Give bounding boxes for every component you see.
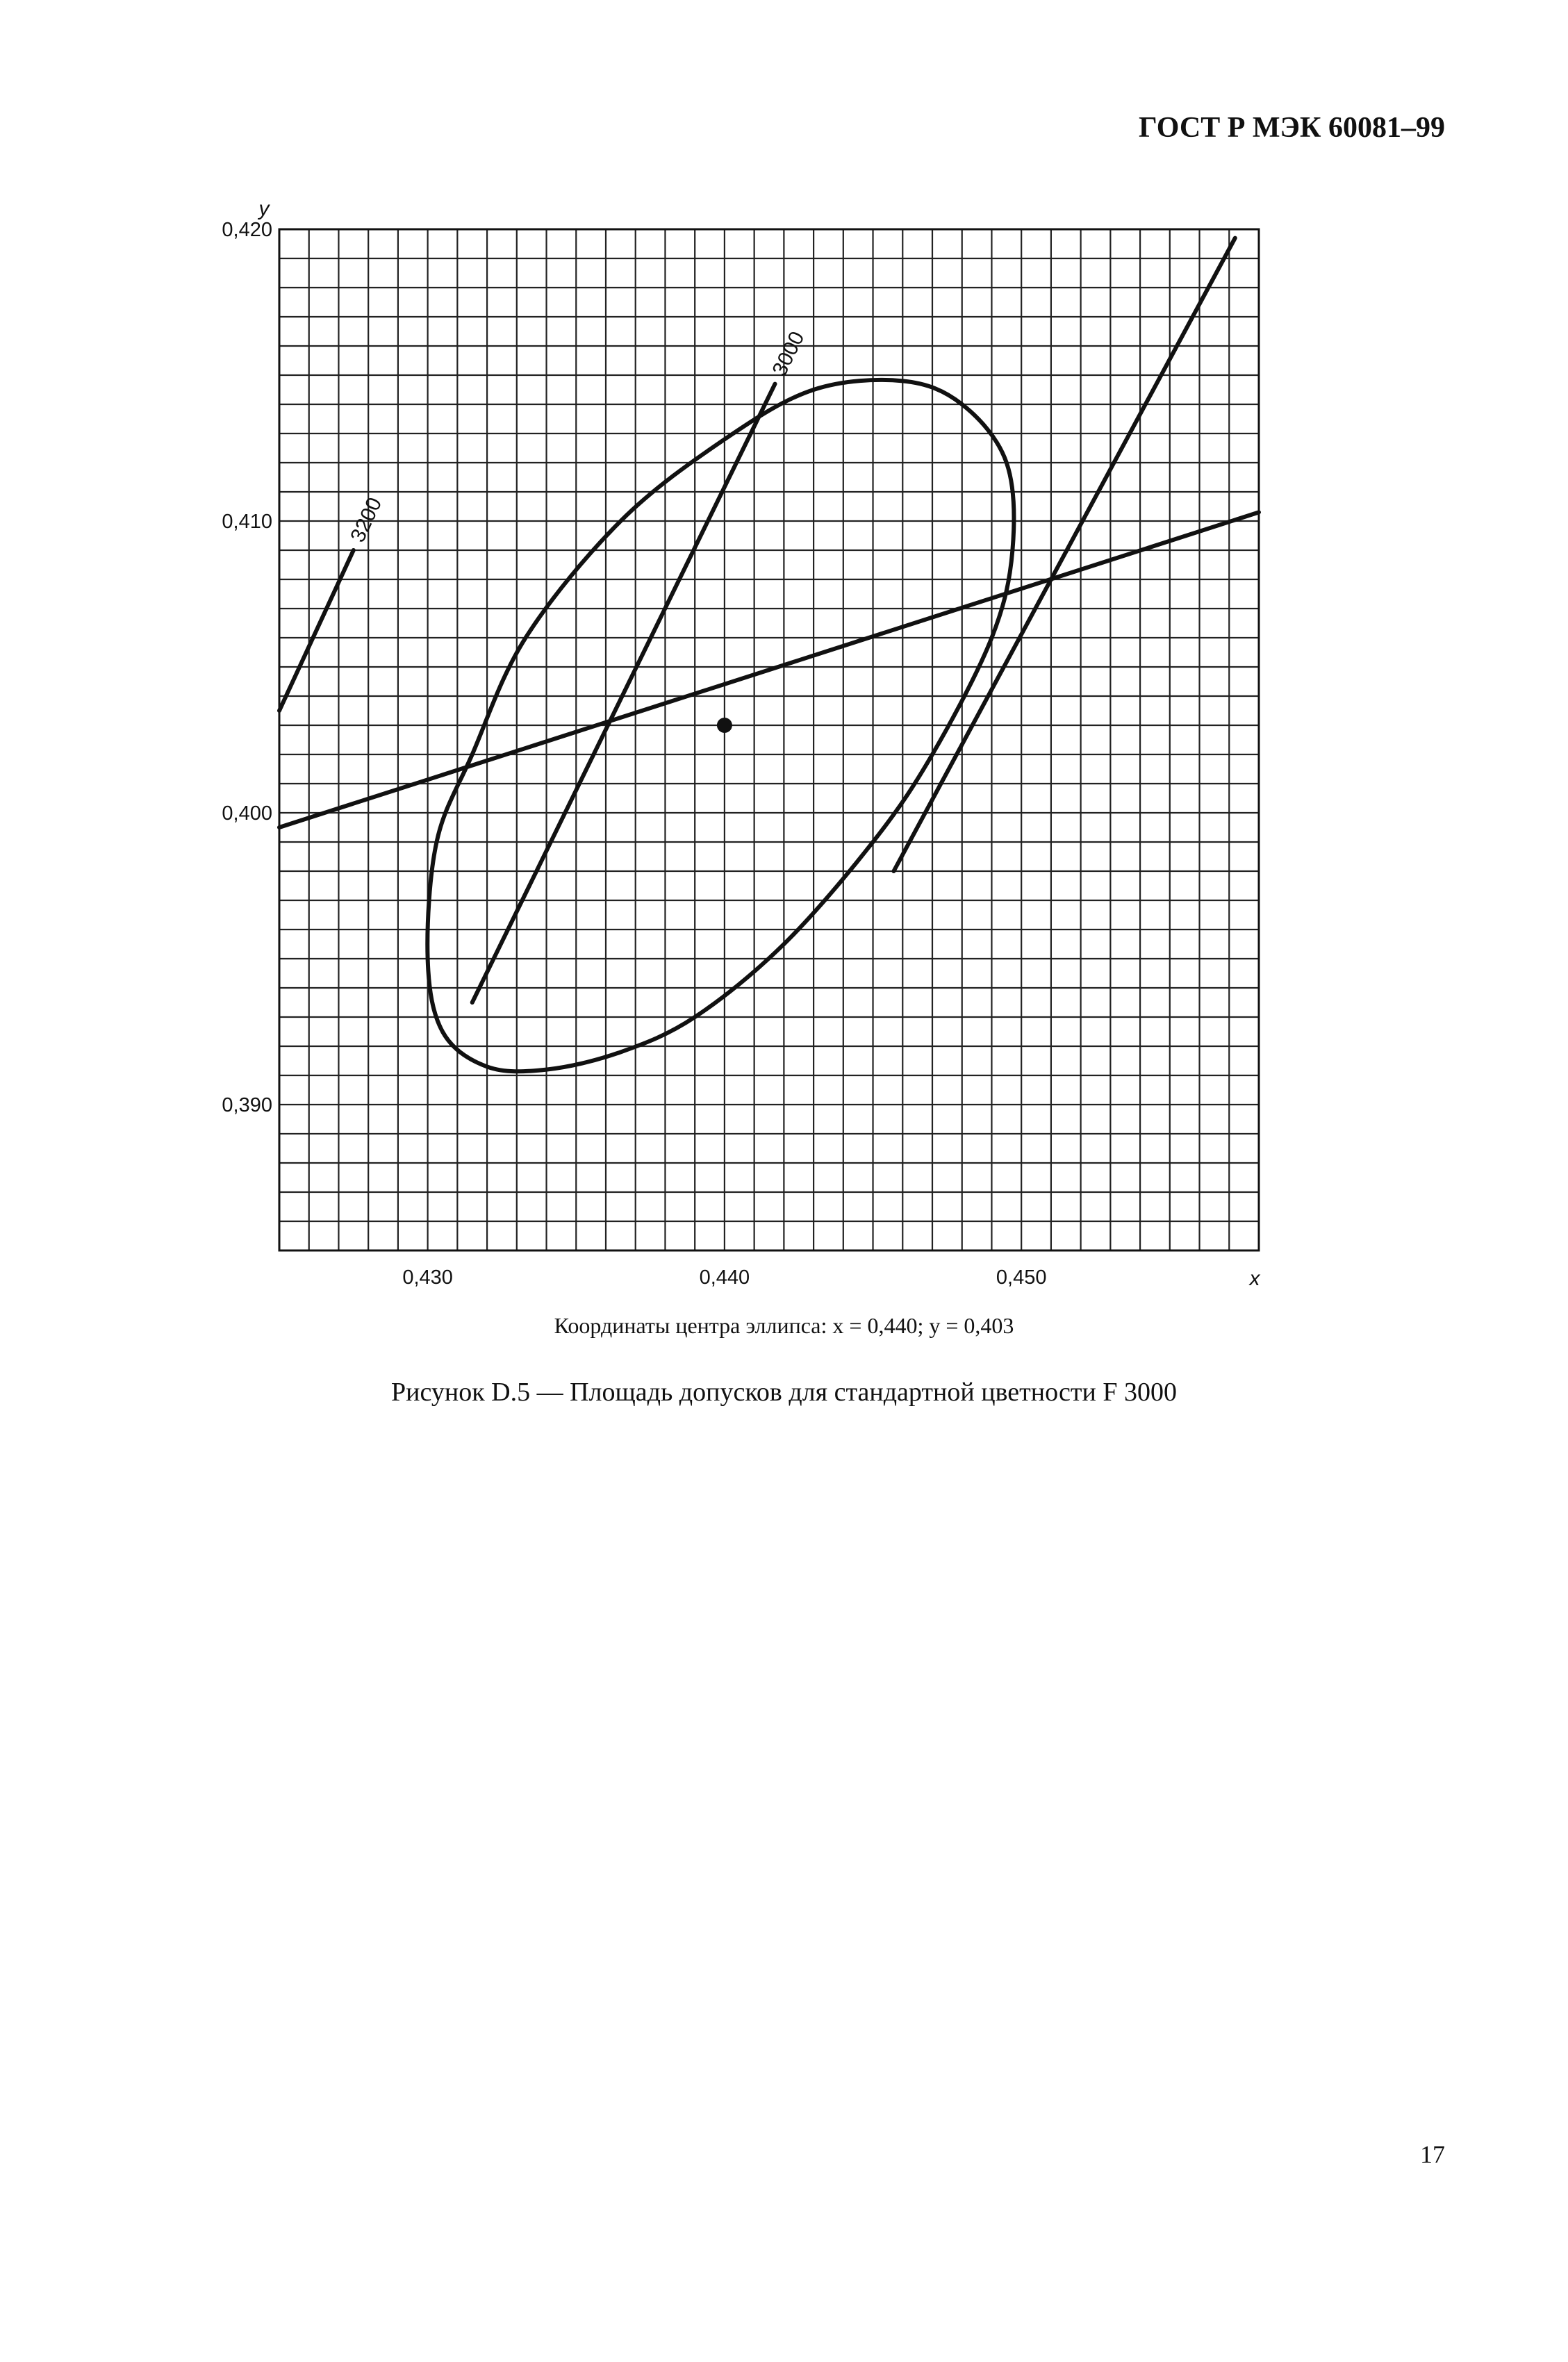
document-code: ГОСТ Р МЭК 60081–99 (1139, 112, 1445, 144)
chart-grid (279, 229, 1259, 1250)
boundary-line-3 (893, 238, 1235, 871)
isotherm-line-3200 (279, 550, 354, 711)
y-axis-label: y (258, 197, 270, 220)
boundary-line-4 (279, 512, 1259, 827)
y-tick-label: 0,400 (222, 802, 272, 825)
x-tick-label: 0,450 (996, 1266, 1047, 1289)
curves (279, 238, 1259, 1072)
y-tick-label: 0,390 (222, 1094, 272, 1116)
ellipse-center-point (717, 718, 732, 733)
page-number: 17 (1420, 2140, 1445, 2168)
x-tick-label: 0,440 (699, 1266, 750, 1289)
y-tick-label: 0,410 (222, 511, 272, 533)
x-axis-label: x (1249, 1267, 1260, 1290)
chart-frame (279, 229, 1259, 1250)
figure-title: Рисунок D.5 — Площадь допусков для стандартной цветности F 3000 (391, 1378, 1177, 1407)
isotherm-line-3000 (472, 384, 775, 1002)
plot-border (279, 229, 1259, 1250)
ellipse-center-caption: Координаты центра эллипса: x = 0,440; y = 0,403 (554, 1313, 1014, 1338)
curve-labels (346, 328, 809, 545)
y-tick-label: 0,420 (222, 219, 272, 241)
isotherm-label-3200: 3200 (346, 494, 387, 546)
x-tick-label: 0,430 (402, 1266, 453, 1289)
isotherm-label-3000: 3000 (768, 328, 809, 380)
